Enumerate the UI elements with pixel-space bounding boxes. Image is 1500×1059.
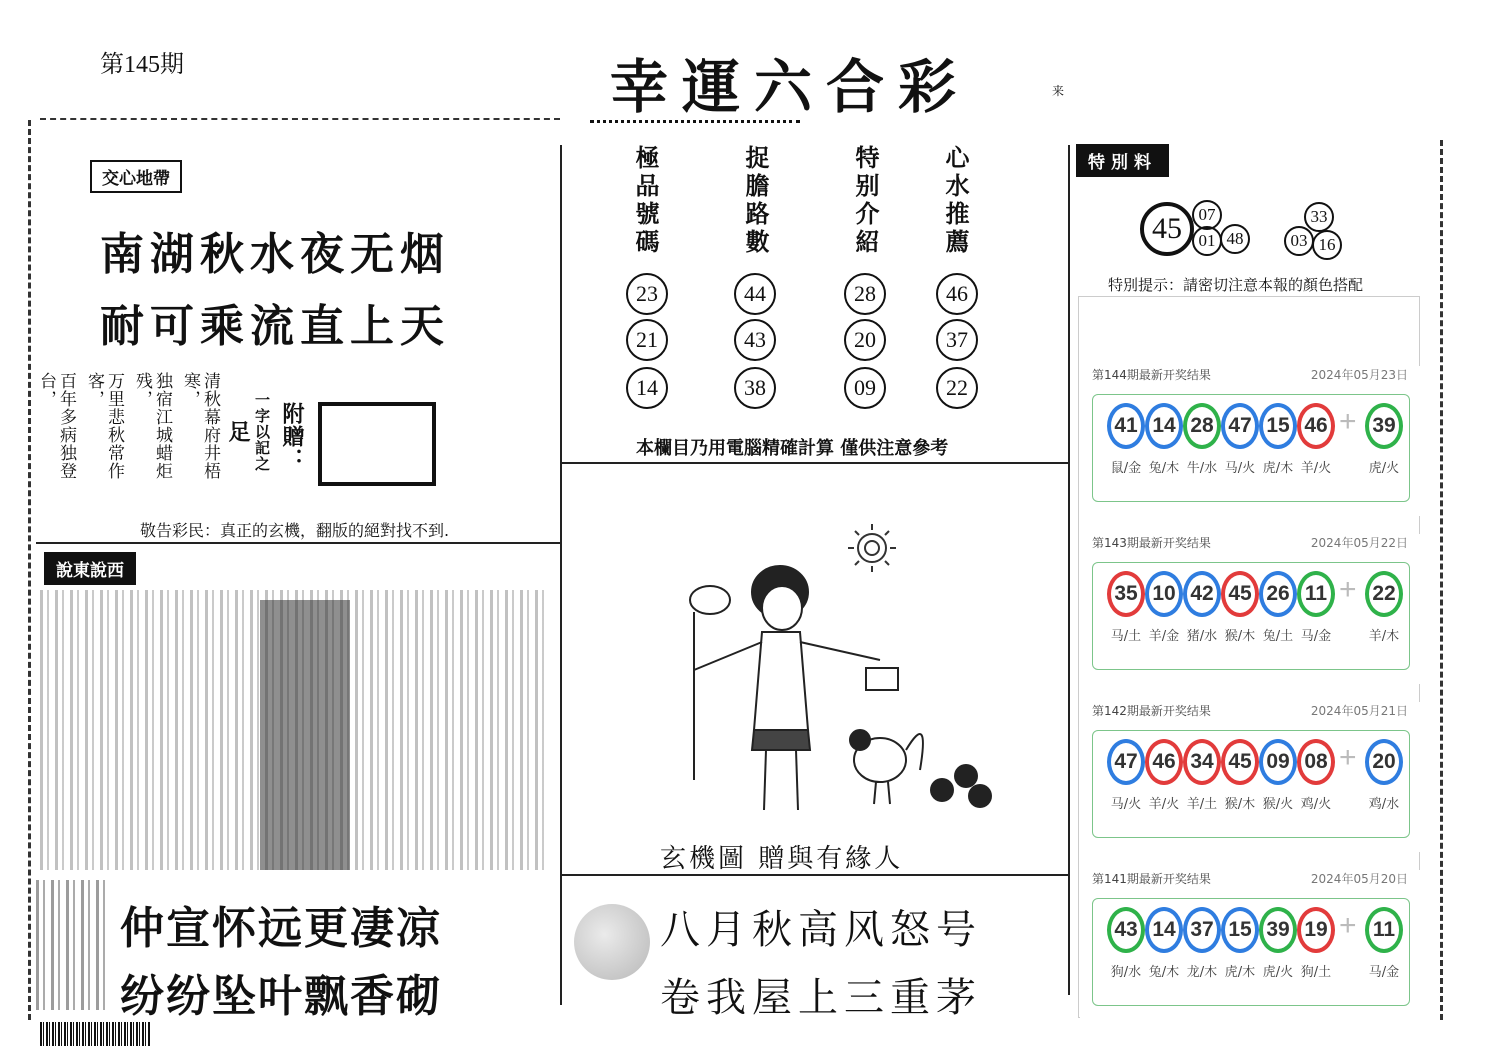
- picture-caption: 玄機圖 贈與有緣人: [660, 844, 904, 874]
- result-ball: 41: [1107, 403, 1145, 449]
- number-circle: 09: [844, 367, 886, 409]
- result-zodiac: 牛/水: [1186, 461, 1218, 476]
- result-ball: 47: [1107, 739, 1145, 785]
- result-zodiac: 马/火: [1110, 797, 1142, 812]
- result-zodiac: 猴/木: [1224, 629, 1256, 644]
- picture-bottom-rule: [562, 874, 1068, 876]
- left-vine-border: [28, 120, 31, 1020]
- result-title: 第144期最新开奖结果: [1092, 368, 1211, 382]
- result-ball: 28: [1183, 403, 1221, 449]
- result-date: 2024年05月23日: [1310, 368, 1408, 382]
- column-title: 極品號碼: [631, 145, 659, 257]
- issue-number: 第145期: [100, 52, 184, 78]
- column-1: [628, 145, 668, 257]
- yin-yang-icon: [574, 904, 650, 980]
- shuo-poem-line-2: 纷纷坠叶飘香砌: [120, 971, 442, 1022]
- verse-column: 百年多病独登台，: [36, 372, 76, 480]
- result-ball: 14: [1145, 403, 1183, 449]
- number-circle: 44: [734, 273, 776, 315]
- result-special-zodiac: 鸡/水: [1368, 797, 1400, 812]
- number-circle: 14: [626, 367, 668, 409]
- right-poem-line-2: 卷我屋上三重茅: [660, 975, 982, 1021]
- verse-column: 独宿江城蜡炬残，: [132, 372, 172, 480]
- result-zodiac: 猴/木: [1224, 797, 1256, 812]
- result-zodiac: 兔/土: [1262, 629, 1294, 644]
- number-circle: 22: [936, 367, 978, 409]
- scanned-city-image: [260, 600, 350, 870]
- result-balls-panel: [1092, 562, 1410, 670]
- plus-icon: +: [1339, 741, 1357, 774]
- result-special-zodiac: 羊/木: [1368, 629, 1400, 644]
- columns-bottom-rule: [562, 462, 1068, 464]
- result-zodiac: 虎/木: [1262, 461, 1294, 476]
- special-number: 33: [1304, 202, 1334, 232]
- number-circle: 28: [844, 273, 886, 315]
- plus-icon: +: [1339, 573, 1357, 606]
- sun-icon: [848, 524, 896, 572]
- result-zodiac: 羊/火: [1300, 461, 1332, 476]
- scanned-left-strip: [36, 880, 106, 1010]
- left-notice: 敬告彩民：真正的玄機，翻版的絕對找不到.: [140, 521, 450, 540]
- result-balls-panel: [1092, 730, 1410, 838]
- result-ball: 26: [1259, 571, 1297, 617]
- result-zodiac: 鸡/火: [1300, 797, 1332, 812]
- result-ball: 09: [1259, 739, 1297, 785]
- column-title: 心水推薦: [941, 145, 969, 257]
- result-special-ball: 20: [1365, 739, 1403, 785]
- result-zodiac: 狗/土: [1300, 965, 1332, 980]
- result-ball: 35: [1107, 571, 1145, 617]
- result-ball: 08: [1297, 739, 1335, 785]
- result-zodiac: 马/金: [1300, 629, 1332, 644]
- result-zodiac: 龙/木: [1186, 965, 1218, 980]
- result-card: [1080, 702, 1420, 852]
- result-zodiac: 虎/木: [1224, 965, 1256, 980]
- result-date: 2024年05月21日: [1310, 704, 1408, 718]
- special-number: 48: [1220, 224, 1250, 254]
- result-ball: 47: [1221, 403, 1259, 449]
- result-zodiac: 虎/火: [1262, 965, 1294, 980]
- special-number: 16: [1312, 230, 1342, 260]
- special-hint: 特別提示：請密切注意本報的顏色搭配: [1108, 276, 1364, 294]
- column-title: 特别介紹: [851, 145, 879, 257]
- result-ball: 10: [1145, 571, 1183, 617]
- left-panel-bottom-rule: [36, 542, 560, 544]
- fortune-picture-svg: [680, 520, 1010, 820]
- result-header: [1092, 870, 1408, 887]
- result-ball: 15: [1221, 907, 1259, 953]
- gift-char: 足: [225, 420, 251, 443]
- shuo-poem-line-1: 仲宣怀远更凄凉: [120, 903, 442, 954]
- result-ball: 19: [1297, 907, 1335, 953]
- columns-note: 本欄目乃用電腦精確計算 僅供注意參考: [636, 438, 949, 459]
- masthead-ornament: [590, 120, 800, 131]
- result-special-ball: 11: [1365, 907, 1403, 953]
- special-banner: 特別料: [1076, 144, 1169, 177]
- top-vine-border: [40, 118, 560, 120]
- number-circle: 37: [936, 319, 978, 361]
- verse-columns: [36, 372, 220, 512]
- result-ball: 46: [1145, 739, 1183, 785]
- special-main-number: 45: [1140, 202, 1194, 256]
- result-special-zodiac: 马/金: [1368, 965, 1400, 980]
- special-number: 07: [1192, 200, 1222, 230]
- left-poem-line-2: 耐可乘流直上天: [100, 301, 450, 352]
- number-circle: 21: [626, 319, 668, 361]
- balls-icon: [930, 764, 992, 808]
- result-title: 第141期最新开奖结果: [1092, 872, 1211, 886]
- column-2: [738, 145, 778, 257]
- column-3: [848, 145, 888, 257]
- result-title: 第143期最新开奖结果: [1092, 536, 1211, 550]
- result-header: [1092, 366, 1408, 383]
- verse-column: 万里悲秋常作客，: [84, 372, 124, 480]
- result-title: 第142期最新开奖结果: [1092, 704, 1211, 718]
- result-ball: 34: [1183, 739, 1221, 785]
- result-zodiac: 羊/金: [1148, 629, 1180, 644]
- center-divider-right: [1068, 145, 1070, 995]
- number-circle: 38: [734, 367, 776, 409]
- result-ball: 45: [1221, 571, 1259, 617]
- result-zodiac: 狗/水: [1110, 965, 1142, 980]
- result-header: [1092, 702, 1408, 719]
- result-date: 2024年05月22日: [1310, 536, 1408, 550]
- result-card: [1080, 366, 1420, 516]
- result-balls-panel: [1092, 394, 1410, 502]
- special-number: 03: [1284, 226, 1314, 256]
- column-4: [938, 145, 978, 257]
- result-special-ball: 22: [1365, 571, 1403, 617]
- masthead-title: 幸運六合彩: [610, 53, 971, 121]
- left-banner: 交心地帶: [90, 160, 182, 193]
- result-zodiac: 羊/火: [1148, 797, 1180, 812]
- number-circle: 20: [844, 319, 886, 361]
- fortune-picture: [680, 520, 1010, 820]
- result-zodiac: 兔/木: [1148, 965, 1180, 980]
- number-circle: 23: [626, 273, 668, 315]
- gift-answer-box: [318, 402, 436, 486]
- result-zodiac: 兔/木: [1148, 461, 1180, 476]
- special-number: 01: [1192, 226, 1222, 256]
- result-zodiac: 猴/火: [1262, 797, 1294, 812]
- result-ball: 42: [1183, 571, 1221, 617]
- result-zodiac: 羊/土: [1186, 797, 1218, 812]
- result-header: [1092, 534, 1408, 551]
- result-ball: 14: [1145, 907, 1183, 953]
- result-ball: 46: [1297, 403, 1335, 449]
- result-zodiac: 猪/水: [1186, 629, 1218, 644]
- number-circle: 46: [936, 273, 978, 315]
- result-zodiac: 马/土: [1110, 629, 1142, 644]
- result-ball: 37: [1183, 907, 1221, 953]
- left-poem-line-1: 南湖秋水夜无烟: [100, 229, 450, 280]
- plus-icon: +: [1339, 405, 1357, 438]
- result-card: [1080, 870, 1420, 1020]
- plus-icon: +: [1339, 909, 1357, 942]
- result-special-ball: 39: [1365, 403, 1403, 449]
- result-ball: 45: [1221, 739, 1259, 785]
- result-zodiac: 鼠/金: [1110, 461, 1142, 476]
- center-divider-left: [560, 145, 562, 1005]
- barcode: [40, 1022, 150, 1046]
- right-poem-line-1: 八月秋高风怒号: [660, 907, 982, 953]
- gift-label: 附贈：: [279, 402, 305, 471]
- rooster-icon: [850, 730, 923, 804]
- verse-column: 清秋幕府井梧寒，: [180, 372, 220, 480]
- gift-hint: 一字以記之: [253, 392, 271, 472]
- shuo-banner: 說東說西: [44, 552, 136, 585]
- masthead-sub: 来: [1052, 84, 1065, 98]
- right-vine-border: [1440, 140, 1443, 1020]
- number-circle: 43: [734, 319, 776, 361]
- result-special-zodiac: 虎/火: [1368, 461, 1400, 476]
- result-ball: 15: [1259, 403, 1297, 449]
- result-card: [1080, 534, 1420, 684]
- column-title: 捉膽路數: [741, 145, 769, 257]
- result-date: 2024年05月20日: [1310, 872, 1408, 886]
- number-columns: [600, 145, 1040, 415]
- result-balls-panel: [1092, 898, 1410, 1006]
- result-ball: 11: [1297, 571, 1335, 617]
- result-ball: 43: [1107, 907, 1145, 953]
- result-ball: 39: [1259, 907, 1297, 953]
- result-zodiac: 马/火: [1224, 461, 1256, 476]
